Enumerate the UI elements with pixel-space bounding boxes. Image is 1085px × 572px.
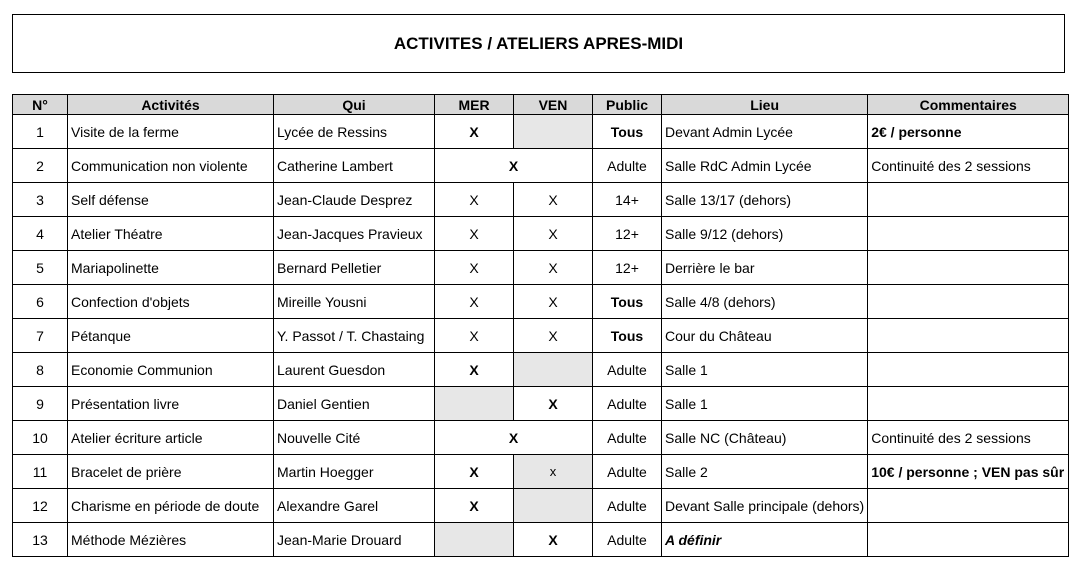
- cell-mer-ven: X: [435, 421, 593, 455]
- col-header-ven: VEN: [514, 95, 593, 115]
- cell-mer: X: [435, 353, 514, 387]
- col-header-lieu: Lieu: [662, 95, 868, 115]
- cell-qui: Jean-Claude Desprez: [274, 183, 435, 217]
- cell-activite: Présentation livre: [68, 387, 274, 421]
- cell-num: 5: [13, 251, 68, 285]
- cell-commentaire: [868, 387, 1069, 421]
- cell-lieu: Devant Salle principale (dehors): [662, 489, 868, 523]
- cell-ven: x: [514, 455, 593, 489]
- table-row: [13, 319, 1069, 353]
- cell-num: 1: [13, 115, 68, 149]
- cell-ven: [514, 353, 593, 387]
- cell-num: 11: [13, 455, 68, 489]
- cell-num: 4: [13, 217, 68, 251]
- cell-num: 2: [13, 149, 68, 183]
- table-row: [13, 523, 1069, 557]
- cell-public: 12+: [593, 217, 662, 251]
- cell-lieu: Salle 9/12 (dehors): [662, 217, 868, 251]
- cell-public: Adulte: [593, 149, 662, 183]
- cell-lieu: Salle 1: [662, 353, 868, 387]
- cell-ven: X: [514, 319, 593, 353]
- cell-commentaire: [868, 319, 1069, 353]
- table-row: [13, 115, 1069, 149]
- cell-num: 13: [13, 523, 68, 557]
- cell-qui: Jean-Marie Drouard: [274, 523, 435, 557]
- cell-commentaire: [868, 183, 1069, 217]
- cell-activite: Mariapolinette: [68, 251, 274, 285]
- cell-ven: [514, 489, 593, 523]
- table-row: [13, 353, 1069, 387]
- cell-mer: X: [435, 455, 514, 489]
- cell-num: 3: [13, 183, 68, 217]
- cell-qui: Nouvelle Cité: [274, 421, 435, 455]
- cell-qui: Mireille Yousni: [274, 285, 435, 319]
- cell-commentaire: Continuité des 2 sessions: [868, 149, 1069, 183]
- cell-mer: X: [435, 251, 514, 285]
- cell-lieu: Salle 4/8 (dehors): [662, 285, 868, 319]
- cell-activite: Méthode Mézières: [68, 523, 274, 557]
- cell-mer: X: [435, 115, 514, 149]
- cell-lieu: A définir: [662, 523, 868, 557]
- table-row: [13, 149, 1069, 183]
- cell-commentaire: Continuité des 2 sessions: [868, 421, 1069, 455]
- cell-public: Adulte: [593, 421, 662, 455]
- cell-num: 12: [13, 489, 68, 523]
- cell-ven: X: [514, 285, 593, 319]
- cell-mer: X: [435, 319, 514, 353]
- table-row: [13, 285, 1069, 319]
- cell-ven: X: [514, 217, 593, 251]
- cell-ven: X: [514, 183, 593, 217]
- cell-qui: Laurent Guesdon: [274, 353, 435, 387]
- cell-activite: Charisme en période de doute: [68, 489, 274, 523]
- cell-mer: X: [435, 183, 514, 217]
- page-title: ACTIVITES / ATELIERS APRES-MIDI: [393, 33, 684, 53]
- col-header-public: Public: [593, 95, 662, 115]
- activities-table: [12, 94, 1069, 557]
- cell-activite: Economie Communion: [68, 353, 274, 387]
- table-row: [13, 421, 1069, 455]
- table-row: [13, 251, 1069, 285]
- cell-public: Adulte: [593, 353, 662, 387]
- cell-activite: Visite de la ferme: [68, 115, 274, 149]
- cell-ven: X: [514, 523, 593, 557]
- cell-mer: X: [435, 489, 514, 523]
- cell-mer-ven: X: [435, 149, 593, 183]
- cell-public: Adulte: [593, 387, 662, 421]
- table-row: [13, 217, 1069, 251]
- header-row: [13, 95, 1069, 115]
- cell-mer: X: [435, 285, 514, 319]
- cell-public: Adulte: [593, 489, 662, 523]
- cell-num: 6: [13, 285, 68, 319]
- cell-commentaire: 10€ / personne ; VEN pas sûr: [868, 455, 1069, 489]
- cell-activite: Communication non violente: [68, 149, 274, 183]
- cell-public: Tous: [593, 319, 662, 353]
- cell-commentaire: [868, 523, 1069, 557]
- cell-activite: Self défense: [68, 183, 274, 217]
- cell-num: 9: [13, 387, 68, 421]
- cell-qui: Catherine Lambert: [274, 149, 435, 183]
- cell-activite: Atelier écriture article: [68, 421, 274, 455]
- cell-commentaire: [868, 285, 1069, 319]
- cell-qui: Bernard Pelletier: [274, 251, 435, 285]
- cell-lieu: Devant Admin Lycée: [662, 115, 868, 149]
- col-header-qui: Qui: [274, 95, 435, 115]
- cell-num: 8: [13, 353, 68, 387]
- cell-qui: Martin Hoegger: [274, 455, 435, 489]
- cell-activite: Bracelet de prière: [68, 455, 274, 489]
- title-box: [12, 14, 1065, 73]
- cell-lieu: Cour du Château: [662, 319, 868, 353]
- cell-lieu: Derrière le bar: [662, 251, 868, 285]
- cell-qui: Lycée de Ressins: [274, 115, 435, 149]
- cell-commentaire: [868, 251, 1069, 285]
- cell-activite: Pétanque: [68, 319, 274, 353]
- cell-qui: Alexandre Garel: [274, 489, 435, 523]
- table-row: [13, 489, 1069, 523]
- col-header-commentaires: Commentaires: [868, 95, 1069, 115]
- cell-lieu: Salle 13/17 (dehors): [662, 183, 868, 217]
- cell-activite: Atelier Théatre: [68, 217, 274, 251]
- cell-ven: [514, 115, 593, 149]
- table-row: [13, 455, 1069, 489]
- col-header-mer: MER: [435, 95, 514, 115]
- cell-num: 10: [13, 421, 68, 455]
- cell-public: Tous: [593, 115, 662, 149]
- cell-mer: [435, 523, 514, 557]
- col-header-activite: Activités: [68, 95, 274, 115]
- cell-qui: Jean-Jacques Pravieux: [274, 217, 435, 251]
- cell-lieu: Salle 1: [662, 387, 868, 421]
- cell-mer: [435, 387, 514, 421]
- cell-lieu: Salle 2: [662, 455, 868, 489]
- col-header-num: N°: [13, 95, 68, 115]
- cell-public: 14+: [593, 183, 662, 217]
- cell-num: 7: [13, 319, 68, 353]
- table-row: [13, 183, 1069, 217]
- cell-public: Adulte: [593, 455, 662, 489]
- cell-mer: X: [435, 217, 514, 251]
- cell-commentaire: [868, 217, 1069, 251]
- cell-qui: Y. Passot / T. Chastaing: [274, 319, 435, 353]
- cell-activite: Confection d'objets: [68, 285, 274, 319]
- cell-commentaire: [868, 353, 1069, 387]
- cell-lieu: Salle RdC Admin Lycée: [662, 149, 868, 183]
- cell-qui: Daniel Gentien: [274, 387, 435, 421]
- cell-public: Tous: [593, 285, 662, 319]
- cell-lieu: Salle NC (Château): [662, 421, 868, 455]
- cell-public: 12+: [593, 251, 662, 285]
- cell-public: Adulte: [593, 523, 662, 557]
- cell-ven: X: [514, 387, 593, 421]
- cell-commentaire: [868, 489, 1069, 523]
- cell-ven: X: [514, 251, 593, 285]
- table-row: [13, 387, 1069, 421]
- cell-commentaire: 2€ / personne: [868, 115, 1069, 149]
